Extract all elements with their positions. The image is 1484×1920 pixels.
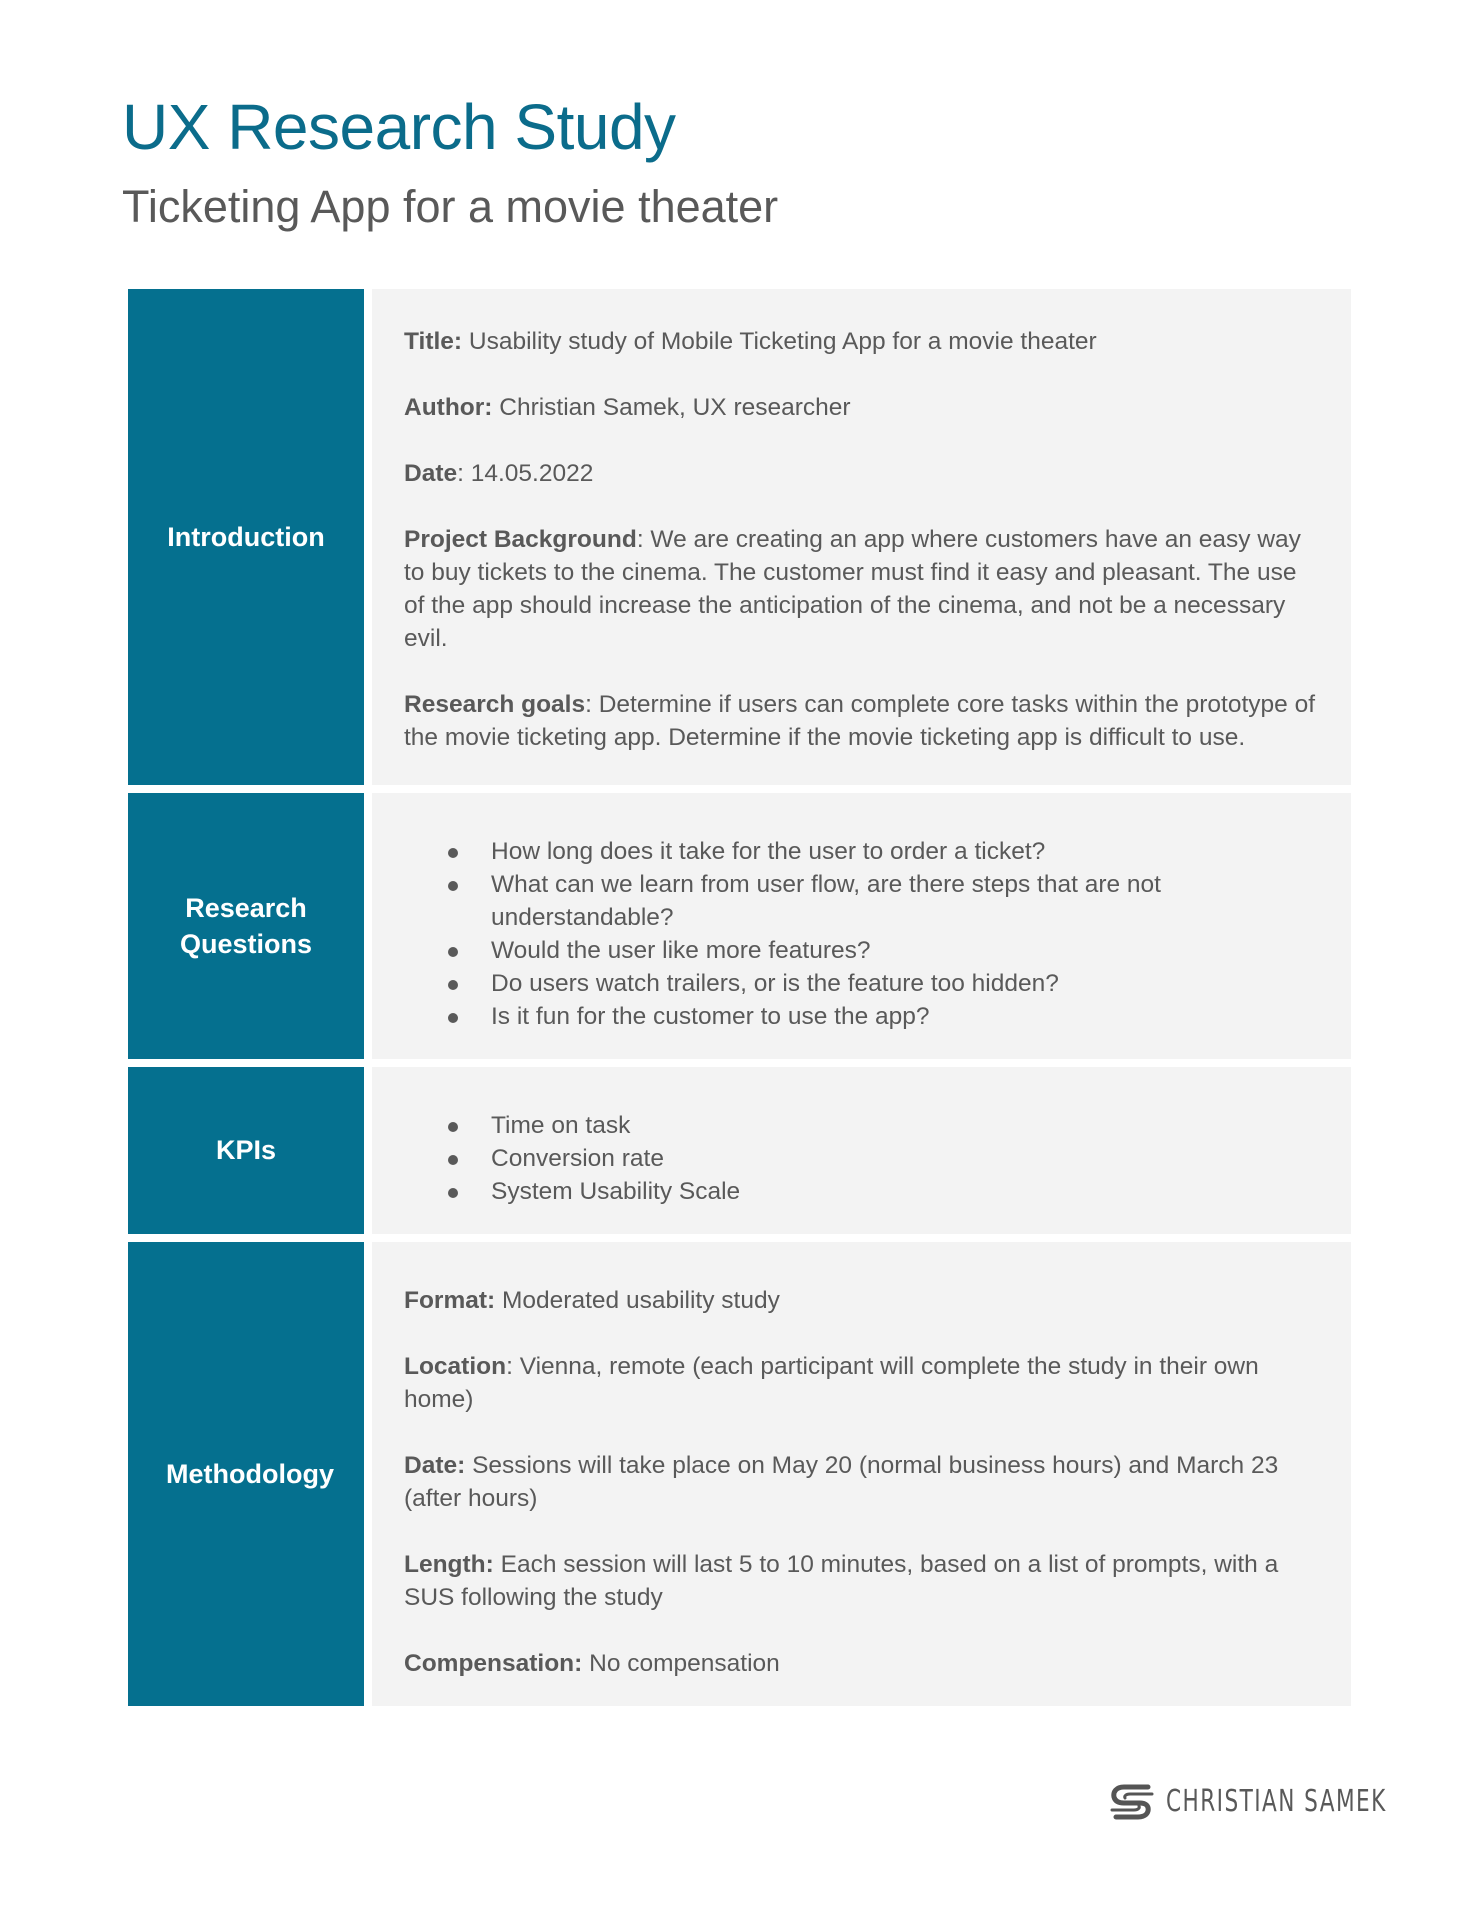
intro-goals-value: : Determine if users can complete core tasks within the prototype of the movie ticketing app. Determine if the movie ticketing app is difficult to use. bbox=[404, 691, 1316, 751]
method-location-label: Location bbox=[404, 1353, 507, 1380]
list-item: Time on task bbox=[404, 1109, 1321, 1142]
cs-logo-icon bbox=[1108, 1779, 1156, 1823]
page-subtitle: Ticketing App for a movie theater bbox=[122, 181, 779, 232]
intro-goals-label: Research goals bbox=[404, 691, 586, 718]
bullet-icon bbox=[448, 947, 458, 957]
footer-brand-name: CHRISTIAN SAMEK bbox=[1166, 1783, 1387, 1819]
list-item: Is it fun for the customer to use the app? bbox=[404, 1000, 1321, 1033]
bullet-icon bbox=[448, 1188, 458, 1198]
intro-background-line bbox=[404, 523, 1321, 655]
method-date-label: Date: bbox=[404, 1452, 466, 1479]
introduction-label: Introduction bbox=[167, 521, 325, 552]
method-length-value: Each session will last 5 to 10 minutes, based on a list of prompts, with a SUS following the study bbox=[404, 1551, 1279, 1611]
intro-goals-line bbox=[404, 688, 1321, 754]
list-item: Do users watch trailers, or is the feature too hidden? bbox=[404, 967, 1321, 1000]
bullet-icon bbox=[448, 881, 458, 891]
intro-title-line bbox=[404, 325, 1321, 358]
list-item: Would the user like more features? bbox=[404, 934, 1321, 967]
intro-author-line bbox=[404, 391, 1321, 424]
research-questions-label-cell bbox=[128, 793, 364, 1059]
method-compensation-line bbox=[404, 1647, 1321, 1680]
kpis-content bbox=[372, 1067, 1351, 1234]
bullet-icon bbox=[448, 1122, 458, 1132]
methodology-content bbox=[372, 1242, 1351, 1706]
bullet-icon bbox=[448, 848, 458, 858]
intro-background-value: : We are creating an app where customers have an easy way to buy tickets to the cinema. The customer must find it easy and pleasant. The use of the app should increase the anticipation of the cinema, and not be a necessary evil. bbox=[404, 526, 1301, 652]
list-item: What can we learn from user flow, are there steps that are not understandable? bbox=[404, 868, 1321, 934]
method-date-line bbox=[404, 1449, 1321, 1515]
method-location-line bbox=[404, 1350, 1321, 1416]
method-location-value: : Vienna, remote (each participant will complete the study in their own home) bbox=[404, 1353, 1259, 1413]
intro-author-label: Author: bbox=[404, 394, 493, 421]
list-item: System Usability Scale bbox=[404, 1175, 1321, 1208]
method-length-label: Length: bbox=[404, 1551, 494, 1578]
intro-title-label: Title: bbox=[404, 328, 463, 355]
research-questions-list bbox=[404, 835, 1321, 1033]
bullet-icon bbox=[448, 980, 458, 990]
method-format-label: Format: bbox=[404, 1287, 496, 1314]
intro-date-value: : 14.05.2022 bbox=[457, 460, 594, 487]
research-questions-content bbox=[372, 793, 1351, 1059]
research-questions-row bbox=[128, 793, 1351, 1059]
kpis-label: KPIs bbox=[215, 1135, 277, 1166]
research-questions-label: Research Questions bbox=[179, 892, 313, 959]
methodology-label-cell bbox=[128, 1242, 364, 1706]
method-compensation-label: Compensation: bbox=[404, 1650, 583, 1677]
intro-background-label: Project Background bbox=[404, 526, 637, 553]
method-length-line bbox=[404, 1548, 1321, 1614]
method-format-value: Moderated usability study bbox=[495, 1287, 780, 1314]
methodology-label: Methodology bbox=[166, 1458, 334, 1489]
kpis-row bbox=[128, 1067, 1351, 1234]
method-compensation-value: No compensation bbox=[582, 1650, 780, 1677]
page-title: UX Research Study bbox=[122, 91, 676, 163]
kpis-label-cell bbox=[128, 1067, 364, 1234]
introduction-row bbox=[128, 289, 1351, 785]
bullet-icon bbox=[448, 1013, 458, 1023]
introduction-content bbox=[372, 289, 1351, 785]
list-item: Conversion rate bbox=[404, 1142, 1321, 1175]
methodology-row bbox=[128, 1242, 1351, 1706]
research-plan-table bbox=[128, 289, 1351, 1714]
method-date-value: Sessions will take place on May 20 (normal business hours) and March 23 (after hours) bbox=[404, 1452, 1279, 1512]
kpis-list bbox=[404, 1109, 1321, 1208]
intro-date-line bbox=[404, 457, 1321, 490]
intro-title-value: Usability study of Mobile Ticketing App for a movie theater bbox=[462, 328, 1097, 355]
intro-author-value: Christian Samek, UX researcher bbox=[492, 394, 851, 421]
bullet-icon bbox=[448, 1155, 458, 1165]
introduction-label-cell bbox=[128, 289, 364, 785]
footer-logo bbox=[1108, 1779, 1473, 1823]
intro-date-label: Date bbox=[404, 460, 458, 487]
list-item: How long does it take for the user to order a ticket? bbox=[404, 835, 1321, 868]
method-format-line bbox=[404, 1284, 1321, 1317]
